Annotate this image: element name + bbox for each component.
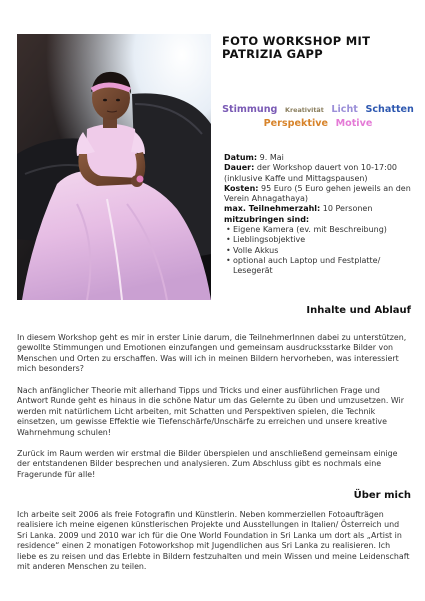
workshop-details <box>224 153 420 277</box>
paragraph-ueber-mich: Ich arbeite seit 2006 als freie Fotografin und Künstlerin. Neben kommerziellen Fotoaufträgen realisiere ich meine eigenen künstlerischen Projekte und Ausstellungen in Italien/ Österreich und Sri Lanka. 2009 und 2010 war ich für die One World Foundation in Sri Lanka um dort als „Artist in residence“ einen 2 monatigen Fotoworkshop mit Jugendlichen aus Sri Lanka zu realisieren. Ich liebe es zu reisen und das Erlebte in Bildern festzuhalten und mein Wissen und meine Leidenschaft mit anderen Menschen zu teilen. <box>17 510 410 572</box>
keyword-motive: Motive <box>335 118 373 129</box>
paragraph-intro: In diesem Workshop geht es mir in erster Linie darum, die TeilnehmerInnen dabei zu unterstützen, gewollte Stimmungen und Emotionen einzufangen und gemeinsam ausdrucksstarke Bilder von Menschen und Orten zu erschaffen. Was will ich in meinen Bildern hervorheben, was interessiert mich besonders? <box>17 333 407 374</box>
dauer-value: der Workshop dauert von 10-17:00 (inklusive Kaffe und Mittagspausen) <box>224 163 398 183</box>
max-value: 10 Personen <box>322 204 373 214</box>
datum-value: 9. Mai <box>259 153 284 162</box>
keyword-kreativitat: Kreativität <box>285 106 324 114</box>
keyword-schatten: Schatten <box>365 104 414 115</box>
photo-girl-pink-dress <box>17 34 211 300</box>
title-line1: FOTO WORKSHOP MIT <box>222 34 371 48</box>
section-heading-inhalte: Inhalte und Ablauf <box>306 305 411 316</box>
items-list <box>224 225 420 276</box>
section-heading-ueber-mich: Über mich <box>353 490 411 501</box>
detail-dauer <box>224 163 420 184</box>
paragraph-ablauf: Nach anfänglicher Theorie mit allerhand Tipps und Tricks und einer ausführlichen Frage und Antwort Runde geht es hinaus in die schöne Natur um das Gelernte zu üben und umzusetzen. Wir werden mit natürlichem Licht arbeiten, mit Schatten und Perspektiven spielen, die Technik einsetzen, um gewisse Effektie wie Tiefenschärfe/Unschärfe zu erreichen und unsere kreative Wahrnehmung schulen! <box>17 386 404 437</box>
keyword-perspektive: Perspektive <box>263 118 328 129</box>
kosten-value: 95 Euro (5 Euro gehen jeweils an den Verein Ahnagathaya) <box>224 183 411 204</box>
detail-max <box>224 204 420 214</box>
list-item: • Volle Akkus <box>233 246 420 256</box>
mitzubringen-label: mitzubringen sind: <box>224 214 310 224</box>
keywords-line2 <box>218 111 418 130</box>
detail-mitzubringen <box>224 215 420 225</box>
paragraph-abschluss: Zurück im Raum werden wir erstmal die Bilder überspielen und anschließend gemeinsam einige der entstandenen Bilder besprechen und analysieren. Zum Abschluss gibt es nochmals eine Fragerunde für alle! <box>17 449 398 479</box>
title-line2: PATRIZIA GAPP <box>222 47 323 61</box>
detail-kosten <box>224 184 420 205</box>
kosten-label: Kosten: <box>224 183 259 193</box>
detail-datum <box>224 153 420 163</box>
max-label: max. Teilnehmerzahl: <box>224 204 321 214</box>
workshop-photo <box>17 34 211 300</box>
list-item: • Eigene Kamera (ev. mit Beschreibung) <box>233 225 420 235</box>
list-item: • optional auch Laptop und Festplatte/ Lesegerät <box>233 256 420 277</box>
keyword-stimmung: Stimmung <box>222 104 278 115</box>
dauer-label: Dauer: <box>224 163 255 173</box>
page-title <box>222 35 412 61</box>
datum-label: Datum: <box>224 153 258 162</box>
keyword-licht: Licht <box>331 104 358 115</box>
list-item: • Lieblingsobjektive <box>233 235 420 245</box>
